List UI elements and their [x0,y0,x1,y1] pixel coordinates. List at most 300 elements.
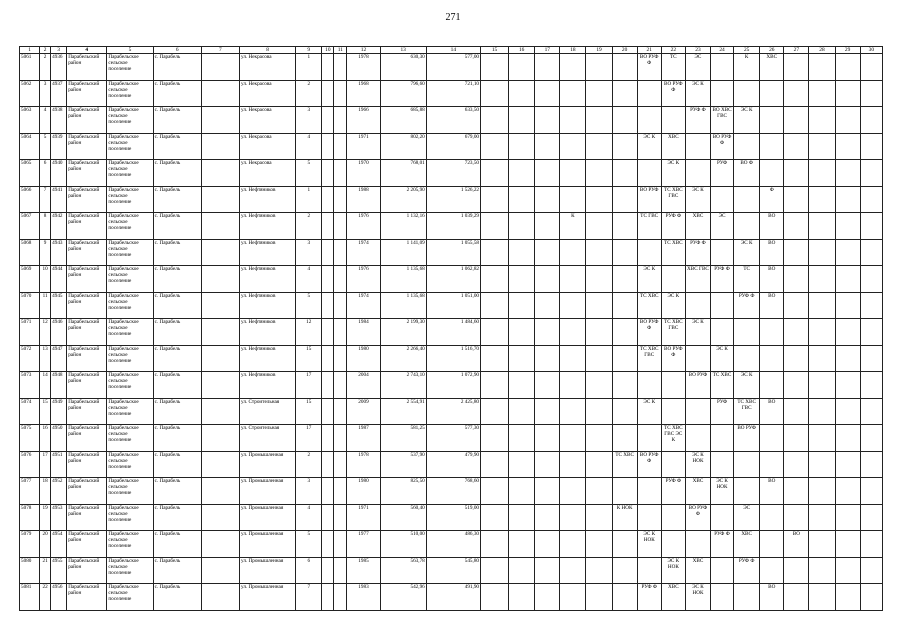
cell-col-4: Парабельский район [67,345,107,372]
cell-col-29 [835,531,860,558]
cell-col-17 [535,319,560,346]
cell-col-16 [509,160,535,187]
cell-col-1: 5075 [20,425,40,452]
cell-col-4: Парабельский район [67,54,107,81]
cell-col-16 [509,345,535,372]
cell-col-19 [586,504,612,531]
cell-col-30 [860,107,882,134]
cell-col-23 [685,531,710,558]
table-row [20,160,883,187]
cell-col-27: ВО [784,531,809,558]
cell-col-6: с. Парабель [153,80,201,107]
cell-col-30 [860,398,882,425]
cell-col-12: 1980 [347,345,380,372]
cell-col-15 [481,80,509,107]
cell-col-29 [835,54,860,81]
cell-col-25 [734,80,760,107]
cell-col-14: 1 484,60 [426,319,480,346]
cell-col-9: 17 [296,425,322,452]
cell-col-30 [860,478,882,505]
column-header-12: 12 [347,47,380,54]
cell-col-4: Парабельский район [67,478,107,505]
cell-col-17 [535,425,560,452]
cell-col-5: Парабельское сельское поселение [107,160,153,187]
cell-col-17 [535,557,560,584]
cell-col-16 [509,425,535,452]
cell-col-12: 1976 [347,213,380,240]
cell-col-19 [586,213,612,240]
cell-col-3: 4940 [51,160,67,187]
cell-col-2: 6 [40,160,51,187]
cell-col-21: ВО РУФ Ф [637,54,661,81]
cell-col-26 [760,160,784,187]
column-header-11: 11 [334,47,347,54]
cell-col-27 [784,372,809,399]
cell-col-22: ВО РУФ Ф [661,345,685,372]
cell-col-5: Парабельское сельское поселение [107,107,153,134]
cell-col-9: 5 [296,160,322,187]
cell-col-8: ул. Нефтяников [239,292,295,319]
cell-col-7 [201,266,239,293]
cell-col-28 [809,425,835,452]
cell-col-12: 1980 [347,478,380,505]
cell-col-3: 4954 [51,531,67,558]
cell-col-8: ул. Некрасова [239,54,295,81]
cell-col-26: ВО [760,398,784,425]
cell-col-17 [535,372,560,399]
cell-col-4: Парабельский район [67,319,107,346]
cell-col-25 [734,213,760,240]
cell-col-12: 2009 [347,398,380,425]
cell-col-27 [784,186,809,213]
cell-col-8: ул. Нефтяников [239,345,295,372]
cell-col-27 [784,292,809,319]
cell-col-12: 1966 [347,107,380,134]
cell-col-3: 4936 [51,54,67,81]
column-header-22: 22 [661,47,685,54]
cell-col-14: 491,90 [426,584,480,611]
cell-col-11 [334,557,347,584]
cell-col-30 [860,80,882,107]
column-header-21: 21 [637,47,661,54]
cell-col-16 [509,54,535,81]
table-row [20,186,883,213]
cell-col-24 [711,504,734,531]
cell-col-26: ВО [760,478,784,505]
cell-col-5: Парабельское сельское поселение [107,478,153,505]
cell-col-1: 5077 [20,478,40,505]
cell-col-26 [760,372,784,399]
cell-col-9: 12 [296,319,322,346]
cell-col-30 [860,345,882,372]
cell-col-22 [661,107,685,134]
cell-col-6: с. Парабель [153,372,201,399]
cell-col-20 [612,54,637,81]
cell-col-17 [535,107,560,134]
cell-col-29 [835,80,860,107]
cell-col-21: ВО РУФ Ф [637,319,661,346]
cell-col-15 [481,160,509,187]
cell-col-2: 9 [40,239,51,266]
table-row [20,239,883,266]
column-header-10: 10 [322,47,334,54]
cell-col-1: 5079 [20,531,40,558]
column-header-30: 30 [860,47,882,54]
cell-col-2: 14 [40,372,51,399]
cell-col-19 [586,80,612,107]
cell-col-28 [809,133,835,160]
cell-col-11 [334,425,347,452]
cell-col-7 [201,372,239,399]
cell-col-14: 768,60 [426,478,480,505]
column-header-16: 16 [509,47,535,54]
cell-col-19 [586,54,612,81]
cell-col-3: 4938 [51,107,67,134]
cell-col-8: ул. Нефтяников [239,319,295,346]
cell-col-3: 4942 [51,213,67,240]
cell-col-13: 2 266,40 [380,345,426,372]
cell-col-29 [835,186,860,213]
cell-col-30 [860,239,882,266]
cell-col-23: ЭС К НОК [685,584,710,611]
cell-col-23: ХВС ГВС [685,266,710,293]
cell-col-14: 1 062,82 [426,266,480,293]
cell-col-19 [586,557,612,584]
cell-col-13: 510,00 [380,531,426,558]
cell-col-5: Парабельское сельское поселение [107,133,153,160]
cell-col-10 [322,160,334,187]
cell-col-24 [711,239,734,266]
cell-col-20: К НОК [612,504,637,531]
cell-col-21 [637,504,661,531]
cell-col-6: с. Парабель [153,107,201,134]
table-row [20,372,883,399]
cell-col-13: 2 205,90 [380,186,426,213]
cell-col-24 [711,54,734,81]
cell-col-13: 2 743,10 [380,372,426,399]
cell-col-2: 17 [40,451,51,478]
cell-col-3: 4941 [51,186,67,213]
cell-col-4: Парабельский район [67,584,107,611]
cell-col-14: 577,00 [426,54,480,81]
cell-col-1: 5073 [20,372,40,399]
cell-col-29 [835,213,860,240]
cell-col-10 [322,239,334,266]
cell-col-13: 560,40 [380,504,426,531]
cell-col-11 [334,584,347,611]
cell-col-23: ХВС [685,557,710,584]
cell-col-12: 1987 [347,425,380,452]
cell-col-11 [334,107,347,134]
cell-col-15 [481,54,509,81]
cell-col-9: 4 [296,266,322,293]
cell-col-23: ВО РУФ [685,372,710,399]
column-header-25: 25 [734,47,760,54]
cell-col-11 [334,398,347,425]
cell-col-21: ЭС К [637,266,661,293]
cell-col-17 [535,239,560,266]
cell-col-1: 5080 [20,557,40,584]
cell-col-12: 1977 [347,531,380,558]
cell-col-27 [784,425,809,452]
cell-col-7 [201,160,239,187]
column-header-28: 28 [809,47,835,54]
cell-col-7 [201,425,239,452]
cell-col-22 [661,451,685,478]
cell-col-28 [809,478,835,505]
cell-col-4: Парабельский район [67,133,107,160]
cell-col-18 [560,107,586,134]
cell-col-7 [201,186,239,213]
cell-col-15 [481,584,509,611]
cell-col-20 [612,213,637,240]
cell-col-23 [685,425,710,452]
cell-col-3: 4956 [51,584,67,611]
table-row [20,425,883,452]
cell-col-16 [509,186,535,213]
cell-col-5: Парабельское сельское поселение [107,557,153,584]
cell-col-24: ВО ХВС ГВС [711,107,734,134]
cell-col-7 [201,478,239,505]
cell-col-6: с. Парабель [153,504,201,531]
cell-col-18 [560,345,586,372]
cell-col-24 [711,557,734,584]
cell-col-14: 1 039,29 [426,213,480,240]
cell-col-9: 5 [296,531,322,558]
cell-col-16 [509,557,535,584]
cell-col-14: 633,50 [426,107,480,134]
cell-col-28 [809,345,835,372]
cell-col-19 [586,319,612,346]
cell-col-4: Парабельский район [67,531,107,558]
cell-col-5: Парабельское сельское поселение [107,345,153,372]
cell-col-14: 721,10 [426,80,480,107]
cell-col-12: 1976 [347,266,380,293]
cell-col-13: 563,78 [380,557,426,584]
cell-col-13: 802,20 [380,133,426,160]
cell-col-27 [784,133,809,160]
cell-col-18 [560,557,586,584]
cell-col-13: 581,25 [380,425,426,452]
cell-col-27 [784,107,809,134]
cell-col-30 [860,531,882,558]
cell-col-8: ул. Промышленная [239,531,295,558]
cell-col-22: ВО РУФ Ф [661,80,685,107]
cell-col-28 [809,292,835,319]
cell-col-14: 1 526,22 [426,186,480,213]
cell-col-29 [835,425,860,452]
cell-col-18 [560,292,586,319]
cell-col-6: с. Парабель [153,345,201,372]
cell-col-1: 5074 [20,398,40,425]
cell-col-24: ЭС [711,213,734,240]
cell-col-11 [334,133,347,160]
cell-col-11 [334,160,347,187]
column-header-20: 20 [612,47,637,54]
cell-col-21: ТС ГВС [637,213,661,240]
cell-col-7 [201,584,239,611]
cell-col-2: 8 [40,213,51,240]
cell-col-24: ЭС К [711,345,734,372]
cell-col-22: ЭС К НОК [661,557,685,584]
cell-col-1: 5062 [20,80,40,107]
cell-col-10 [322,531,334,558]
cell-col-27 [784,345,809,372]
cell-col-22: ТС [661,54,685,81]
cell-col-13: 630,30 [380,54,426,81]
cell-col-23: ЭС К [685,80,710,107]
table-row [20,557,883,584]
cell-col-15 [481,107,509,134]
cell-col-16 [509,213,535,240]
cell-col-16 [509,531,535,558]
cell-col-4: Парабельский район [67,398,107,425]
cell-col-5: Парабельское сельское поселение [107,584,153,611]
cell-col-13: 1 141,09 [380,239,426,266]
cell-col-30 [860,213,882,240]
cell-col-24 [711,451,734,478]
cell-col-2: 15 [40,398,51,425]
cell-col-25 [734,451,760,478]
cell-col-6: с. Парабель [153,266,201,293]
cell-col-8: ул. Нефтяников [239,372,295,399]
cell-col-11 [334,213,347,240]
table-row [20,398,883,425]
cell-col-14: 679,00 [426,133,480,160]
cell-col-18 [560,80,586,107]
cell-col-5: Парабельское сельское поселение [107,186,153,213]
cell-col-28 [809,160,835,187]
cell-col-23: ЭС [685,54,710,81]
cell-col-25: ЭС К [734,239,760,266]
cell-col-20 [612,292,637,319]
cell-col-20 [612,266,637,293]
cell-col-9: 3 [296,239,322,266]
cell-col-8: ул. Строительная [239,398,295,425]
cell-col-19 [586,292,612,319]
cell-col-3: 4945 [51,292,67,319]
column-header-29: 29 [835,47,860,54]
cell-col-8: ул. Промышленная [239,451,295,478]
cell-col-25: ЭС К [734,372,760,399]
cell-col-6: с. Парабель [153,557,201,584]
cell-col-22: ЭС К [661,160,685,187]
cell-col-23: ХВС [685,213,710,240]
cell-col-29 [835,239,860,266]
cell-col-5: Парабельское сельское поселение [107,398,153,425]
cell-col-23 [685,292,710,319]
cell-col-11 [334,186,347,213]
cell-col-15 [481,239,509,266]
cell-col-18 [560,266,586,293]
cell-col-1: 5063 [20,107,40,134]
cell-col-20 [612,557,637,584]
cell-col-15 [481,398,509,425]
cell-col-23 [685,345,710,372]
cell-col-12: 1984 [347,319,380,346]
cell-col-18 [560,531,586,558]
cell-col-29 [835,398,860,425]
cell-col-5: Парабельское сельское поселение [107,451,153,478]
cell-col-14: 2 425,80 [426,398,480,425]
cell-col-2: 12 [40,319,51,346]
cell-col-10 [322,186,334,213]
table-row [20,584,883,611]
cell-col-15 [481,186,509,213]
cell-col-20 [612,425,637,452]
cell-col-8: ул. Нефтяников [239,213,295,240]
cell-col-4: Парабельский район [67,292,107,319]
cell-col-27 [784,319,809,346]
cell-col-6: с. Парабель [153,531,201,558]
cell-col-2: 13 [40,345,51,372]
cell-col-23: ЭС К НОК [685,451,710,478]
cell-col-2: 3 [40,80,51,107]
cell-col-8: ул. Нефтяников [239,239,295,266]
cell-col-30 [860,372,882,399]
cell-col-8: ул. Некрасова [239,160,295,187]
cell-col-15 [481,133,509,160]
cell-col-17 [535,80,560,107]
cell-col-2: 2 [40,54,51,81]
cell-col-12: 1983 [347,584,380,611]
cell-col-19 [586,160,612,187]
cell-col-4: Парабельский район [67,425,107,452]
cell-col-24: РУФ Ф [711,266,734,293]
cell-col-27 [784,478,809,505]
cell-col-22: РУФ Ф [661,213,685,240]
cell-col-19 [586,531,612,558]
cell-col-10 [322,504,334,531]
cell-col-30 [860,54,882,81]
cell-col-28 [809,451,835,478]
cell-col-27 [784,160,809,187]
cell-col-17 [535,504,560,531]
cell-col-21 [637,478,661,505]
cell-col-9: 15 [296,398,322,425]
cell-col-3: 4947 [51,345,67,372]
cell-col-20 [612,80,637,107]
cell-col-26: ВО [760,292,784,319]
cell-col-26 [760,504,784,531]
column-header-9: 9 [296,47,322,54]
cell-col-29 [835,266,860,293]
cell-col-11 [334,292,347,319]
cell-col-6: с. Парабель [153,398,201,425]
cell-col-7 [201,451,239,478]
cell-col-23 [685,398,710,425]
cell-col-18 [560,133,586,160]
cell-col-5: Парабельское сельское поселение [107,319,153,346]
cell-col-28 [809,372,835,399]
cell-col-3: 4946 [51,319,67,346]
cell-col-25 [734,345,760,372]
cell-col-3: 4948 [51,372,67,399]
cell-col-14: 1 516,70 [426,345,480,372]
cell-col-26 [760,531,784,558]
cell-col-1: 5064 [20,133,40,160]
table-row [20,292,883,319]
cell-col-9: 2 [296,80,322,107]
cell-col-7 [201,133,239,160]
cell-col-30 [860,557,882,584]
cell-col-21 [637,557,661,584]
cell-col-20 [612,133,637,160]
table-row [20,80,883,107]
cell-col-1: 5061 [20,54,40,81]
column-header-23: 23 [685,47,710,54]
cell-col-8: ул. Нефтяников [239,266,295,293]
